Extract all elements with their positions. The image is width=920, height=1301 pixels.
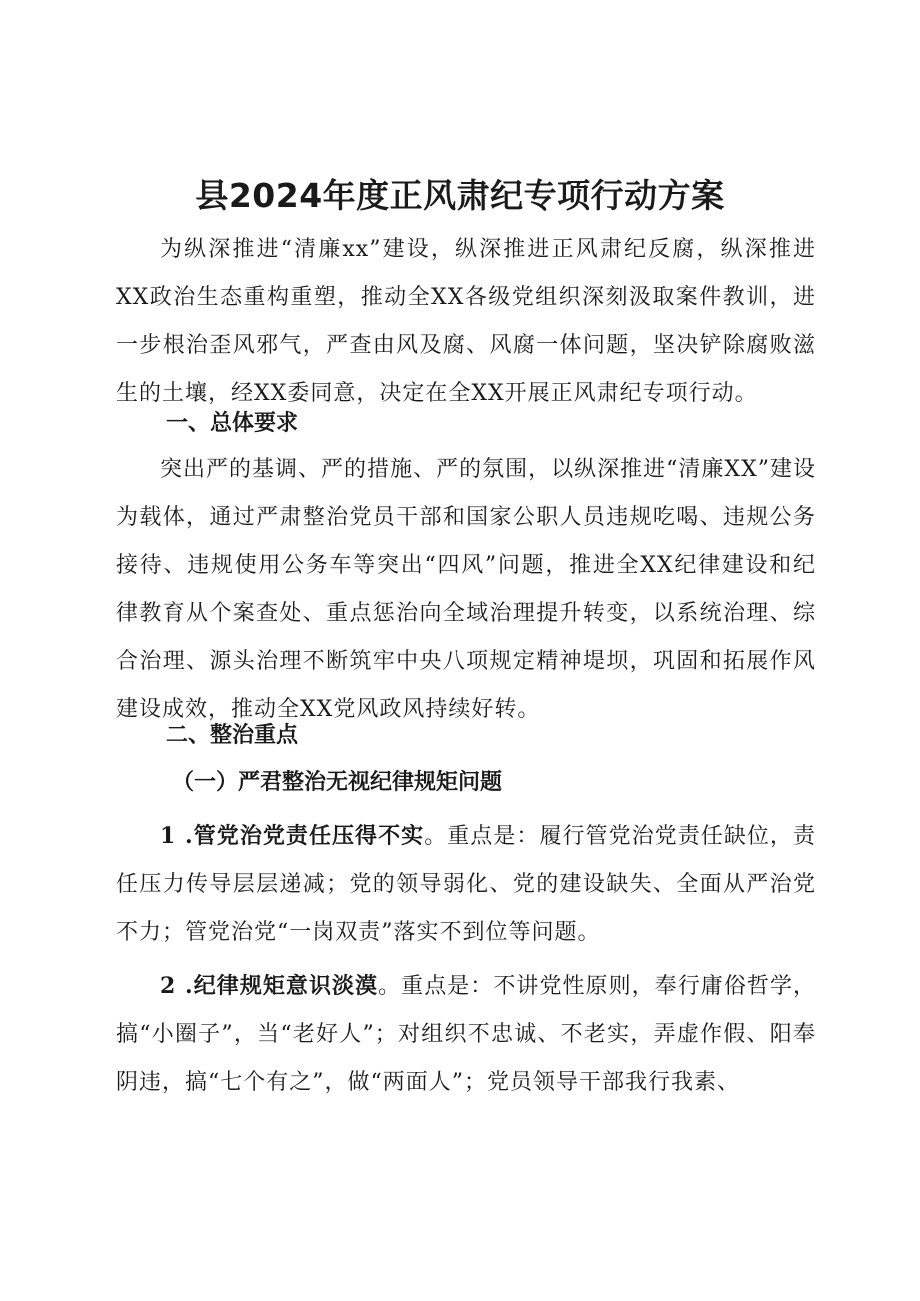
document-title: 县2024年度正风肃纪专项行动方案 bbox=[195, 176, 725, 215]
intro-paragraph: 为纵深推进“清廉xx”建设，纵深推进正风肃纪反腐，纵深推进XX政治生态重构重塑，推动全XX各级党组织深刻汲取案件教训，进一步根治歪风邪气，严查由风及腐、风腐一体问题，坚决铲除腐败滋生的土壤，经XX委同意，决定在全XX开展正风肃纪专项行动。 bbox=[116, 237, 816, 406]
section-heading-general-requirements: 一、总体要求 bbox=[166, 411, 299, 436]
item-2-lead: 2 .纪律规矩意识淡漠 bbox=[160, 973, 379, 999]
item-1-lead: 1 .管党治党责任压得不实 bbox=[160, 823, 425, 849]
item-1-body: 。重点是：履行管党治党责任缺位，责任压力传导层层递减；党的领导弱化、党的建设缺失、全面从严治党不力；管党治党“一岗双责”落实不到位等问题。 bbox=[116, 824, 816, 945]
section-heading-key-rectification: 二、整治重点 bbox=[166, 723, 299, 748]
item-2-paragraph bbox=[116, 962, 816, 1107]
item-2-body: 。重点是：不讲党性原则，奉行庸俗哲学，搞“小圈子”，当“老好人”；对组织不忠诚、不老实，弄虚作假、阳奉阴违，搞“七个有之”，做“两面人”；党员领导干部我行我素、 bbox=[116, 974, 816, 1095]
item-1-paragraph bbox=[116, 812, 816, 957]
general-requirements-paragraph: 突出严的基调、严的措施、严的氛围，以纵深推进“清廉XX”建设为载体，通过严肃整治党员干部和国家公职人员违规吃喝、违规公务接待、违规使用公务车等突出“四风”问题，推进全XX纪律建设和纪律教育从个案查处、重点惩治向全域治理提升转变，以系统治理、综合治理、源头治理不断筑牢中央八项规定精神堤坝，巩固和拓展作风建设成效，推动全XX党风政风持续好转。 bbox=[116, 457, 816, 722]
subsection-heading-discipline: （一）严君整治无视纪律规矩问题 bbox=[172, 769, 503, 795]
